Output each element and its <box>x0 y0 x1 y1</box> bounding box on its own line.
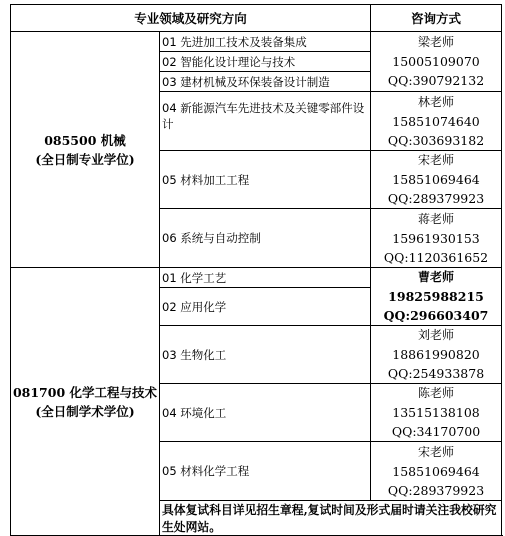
table-row <box>11 268 502 288</box>
contact-cell <box>371 209 502 268</box>
direction-item: 04 新能源汽车先进技术及关键零部件设计 <box>160 92 371 151</box>
contact-phone: 15005109070 <box>392 54 480 69</box>
direction-item: 01 先进加工技术及装备集成 <box>160 32 371 52</box>
program-cell <box>11 32 160 268</box>
contact-cell <box>371 268 502 326</box>
direction-item: 04 环境化工 <box>160 384 371 442</box>
contact-phone: 15851069464 <box>392 463 480 479</box>
program-type: (全日制专业学位) <box>35 151 135 167</box>
contact-phone: 19825988215 <box>388 289 484 304</box>
direction-item: 06 系统与自动控制 <box>160 209 371 268</box>
header-direction: 专业领域及研究方向 <box>11 5 371 32</box>
contact-phone: 13515138108 <box>392 405 480 420</box>
contact-qq: QQ:254933878 <box>387 366 485 381</box>
contact-cell <box>371 32 502 92</box>
admissions-contact-table <box>10 4 502 536</box>
contact-qq: QQ:1120361652 <box>383 249 489 265</box>
contact-qq: QQ:289379923 <box>387 191 485 206</box>
contact-phone: 15851069464 <box>392 172 480 187</box>
contact-qq: QQ:289379923 <box>387 482 485 498</box>
contact-name: 梁老师 <box>418 35 455 49</box>
direction-item: 01 化学工艺 <box>160 268 371 288</box>
direction-item: 02 智能化设计理论与技术 <box>160 52 371 72</box>
table-row <box>11 32 502 52</box>
program-code-name: 085500 机械 <box>44 132 126 148</box>
contact-qq: QQ:296603407 <box>383 308 489 323</box>
contact-cell <box>371 442 502 501</box>
program-type: (全日制学术学位) <box>35 403 135 419</box>
footer-note: 具体复试科目详见招生章程,复试时间及形式届时请关注我校研究生处网站。 <box>160 501 502 536</box>
contact-qq: QQ:390792132 <box>387 73 485 88</box>
program-code-name: 081700 化学工程与技术 <box>12 384 158 400</box>
contact-name: 蒋老师 <box>418 211 455 226</box>
contact-phone: 18861990820 <box>392 347 480 362</box>
contact-qq: QQ:34170700 <box>391 424 481 439</box>
contact-phone: 15851074640 <box>392 113 480 129</box>
contact-name: 林老师 <box>418 94 455 109</box>
contact-name: 宋老师 <box>418 153 455 167</box>
contact-name: 曹老师 <box>418 270 455 284</box>
contact-cell <box>371 326 502 384</box>
contact-qq: QQ:303693182 <box>387 132 485 148</box>
direction-item: 05 材料化学工程 <box>160 442 371 501</box>
contact-cell <box>371 384 502 442</box>
contact-name: 宋老师 <box>418 444 455 459</box>
program-cell <box>11 268 160 536</box>
direction-item: 03 生物化工 <box>160 326 371 384</box>
contact-cell <box>371 92 502 151</box>
direction-item: 05 材料加工工程 <box>160 151 371 209</box>
contact-name: 刘老师 <box>418 328 455 342</box>
header-contact: 咨询方式 <box>371 5 502 32</box>
direction-item: 03 建材机械及环保装备设计制造 <box>160 72 371 92</box>
direction-item: 02 应用化学 <box>160 288 371 326</box>
contact-phone: 15961930153 <box>392 230 480 246</box>
contact-cell <box>371 151 502 209</box>
contact-name: 陈老师 <box>418 386 455 400</box>
header-row <box>11 5 502 32</box>
